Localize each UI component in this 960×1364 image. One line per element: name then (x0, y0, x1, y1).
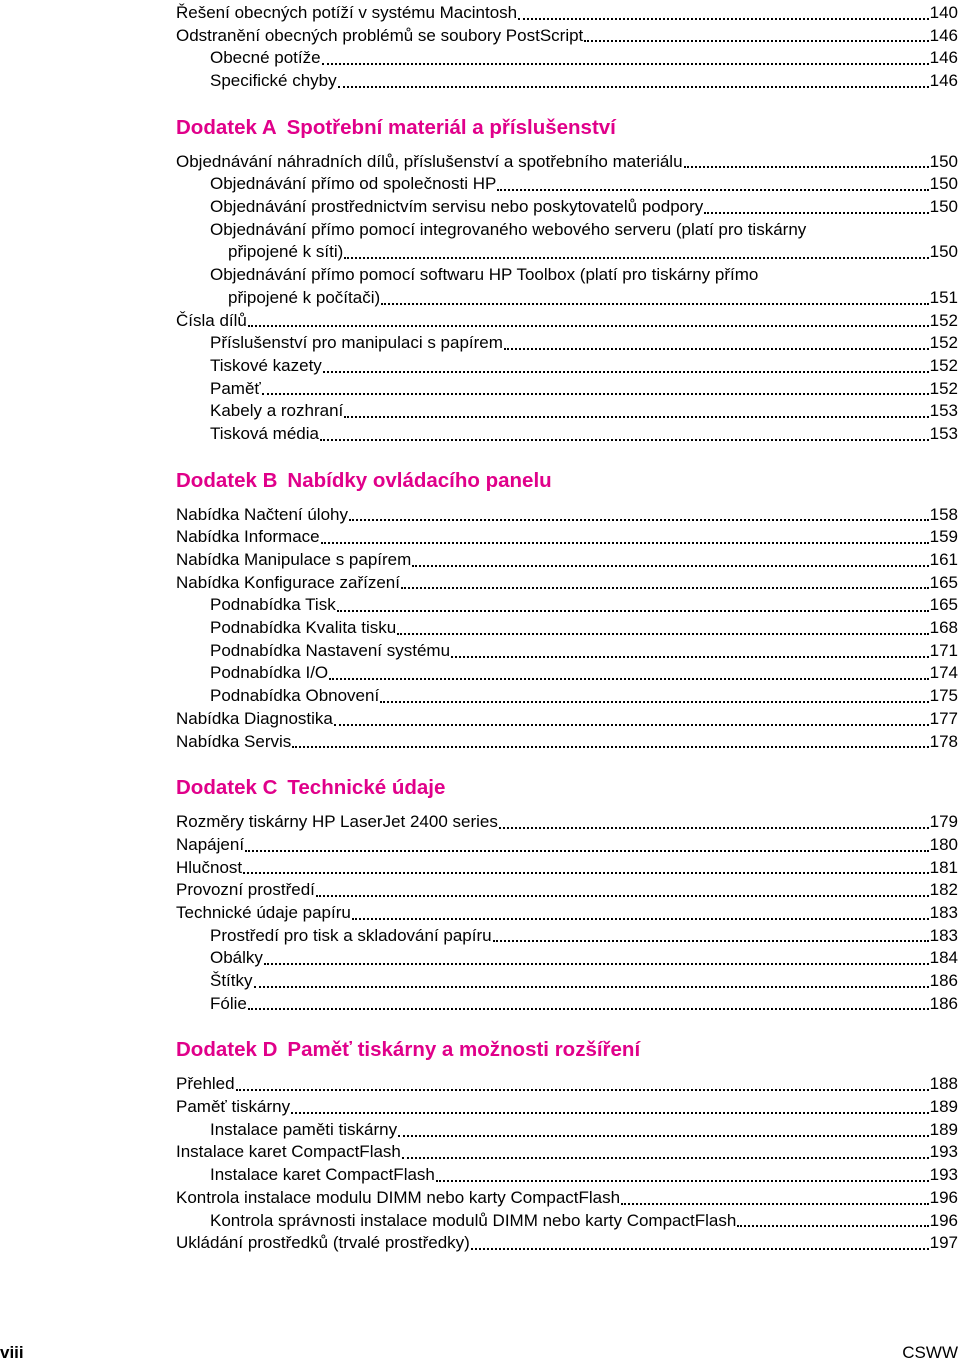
dot-leader (236, 1089, 929, 1091)
toc-entry-line2 (210, 242, 958, 265)
toc-entry-text: Specifické chyby (210, 71, 337, 91)
toc-entry-text: Rozměry tiskárny HP LaserJet 2400 series (176, 812, 498, 832)
toc-entry[interactable] (176, 879, 958, 902)
dot-leader (401, 587, 929, 589)
toc-entry[interactable] (176, 219, 958, 264)
toc-page-number: 150 (929, 174, 958, 194)
toc-page-number: 161 (929, 550, 958, 570)
toc-page-number: 146 (929, 25, 958, 45)
toc-entry-text: Podnabídka Tisk (210, 595, 336, 615)
toc-entry[interactable] (176, 857, 958, 880)
toc-page-number: 193 (929, 1165, 958, 1185)
toc-page-number: 150 (929, 197, 958, 217)
toc-page-number: 186 (929, 993, 958, 1013)
toc-entry-text: Prostředí pro tisk a skladování papíru (210, 925, 492, 945)
dot-leader (704, 212, 928, 214)
toc-page-number: 151 (929, 287, 958, 307)
toc-entry[interactable] (176, 663, 958, 686)
toc-entry[interactable] (176, 310, 958, 333)
toc-page-number: 152 (929, 333, 958, 353)
toc-entry-text: Obecné potíže (210, 48, 321, 68)
toc-page-number: 165 (929, 572, 958, 592)
toc-entry-text: Nabídka Diagnostika (176, 708, 333, 728)
toc-entry-text: Paměť tiskárny (176, 1097, 291, 1117)
toc-entry[interactable] (176, 1232, 958, 1255)
dot-leader (329, 678, 928, 680)
dot-leader (402, 1157, 929, 1159)
dot-leader (254, 986, 929, 988)
toc-entry[interactable] (176, 708, 958, 731)
toc-page-number: 153 (929, 401, 958, 421)
dot-leader (518, 18, 929, 20)
toc-entry-text: Technické údaje papíru (176, 902, 351, 922)
toc-entry[interactable] (176, 332, 958, 355)
dot-leader (499, 827, 929, 829)
appendix-title: Technické údaje (287, 776, 446, 800)
toc-page-number: 150 (929, 151, 958, 171)
toc-entry[interactable] (176, 685, 958, 708)
toc-page-number: 197 (929, 1233, 958, 1253)
toc-entry-text: Instalace karet CompactFlash (176, 1142, 401, 1162)
dot-leader (493, 940, 929, 942)
dot-leader (320, 439, 929, 441)
toc-page-number: 184 (929, 948, 958, 968)
toc-page-number: 158 (929, 504, 958, 524)
dot-leader (316, 895, 929, 897)
toc-entry-text: Provozní prostředí (176, 880, 315, 900)
toc-entry[interactable] (176, 549, 958, 572)
toc-entry[interactable] (176, 811, 958, 834)
toc-page-number: 183 (929, 902, 958, 922)
toc-page-number: 180 (929, 834, 958, 854)
dot-leader (262, 393, 929, 395)
toc-entry-text: Podnabídka I/O (210, 663, 329, 683)
toc-entry[interactable] (176, 970, 958, 993)
toc-entry-text: Kontrola instalace modulu DIMM nebo karty CompactFlash (176, 1187, 621, 1207)
toc-entry-text: Objednávání prostřednictvím servisu nebo poskytovatelů podpory (210, 197, 704, 217)
toc-entry-text: Nabídka Konfigurace zařízení (176, 572, 400, 592)
dot-leader (380, 701, 928, 703)
toc-page-number: 178 (929, 731, 958, 751)
appendix-heading[interactable] (176, 1033, 958, 1067)
toc-entry[interactable] (176, 526, 958, 549)
toc-entry[interactable] (176, 1164, 958, 1187)
footer-page-number: viii (0, 1343, 24, 1362)
toc-entry[interactable] (176, 572, 958, 595)
dot-leader (337, 610, 929, 612)
dot-leader (248, 325, 929, 327)
toc-page-number: 168 (929, 618, 958, 638)
toc-entry[interactable] (176, 1142, 958, 1165)
toc-page-number: 183 (929, 925, 958, 945)
toc-entry-text: Přehled (176, 1074, 235, 1094)
toc-entry-text-line2: připojené k síti) (228, 242, 344, 262)
dot-leader (398, 1135, 929, 1137)
toc-entry-text: Obálky (210, 948, 263, 968)
toc-entry-text: Podnabídka Kvalita tisku (210, 618, 397, 638)
dot-leader (504, 348, 929, 350)
toc-entry-text: Podnabídka Nastavení systému (210, 640, 451, 660)
dot-leader (322, 63, 929, 65)
toc-page-number: 175 (929, 686, 958, 706)
toc-entry-text: Fólie (210, 993, 247, 1013)
dot-leader (243, 872, 928, 874)
toc-entry[interactable] (176, 400, 958, 423)
spacer (176, 1015, 958, 1033)
toc-entry[interactable] (176, 70, 958, 93)
toc-entry[interactable] (176, 834, 958, 857)
toc-entry[interactable] (176, 151, 958, 174)
toc-entry-text: Instalace paměti tiskárny (210, 1119, 398, 1139)
dot-leader (245, 850, 929, 852)
toc-entry-text: Nabídka Servis (176, 731, 292, 751)
toc-entry[interactable] (176, 196, 958, 219)
toc-page-number: 179 (929, 812, 958, 832)
toc-entry[interactable] (176, 25, 958, 48)
toc-entry[interactable] (176, 504, 958, 527)
appendix-letter: Dodatek C (176, 776, 278, 800)
spacer (176, 753, 958, 771)
appendix-heading[interactable] (176, 771, 958, 805)
toc-entry-text: Instalace karet CompactFlash (210, 1165, 435, 1185)
toc-page-number: 153 (929, 423, 958, 443)
toc-entry-text-line1: Objednávání přímo pomocí integrovaného webového serveru (platí pro tiskárny (210, 219, 807, 239)
toc-page-number: 182 (929, 880, 958, 900)
toc-entry[interactable] (176, 594, 958, 617)
toc-entry[interactable] (176, 423, 958, 446)
toc-entry-text: Řešení obecných potíží v systému Macintosh (176, 2, 518, 22)
dot-leader (338, 86, 929, 88)
dot-leader (352, 918, 929, 920)
appendix-heading[interactable] (176, 464, 958, 498)
toc-entry-text: Objednávání náhradních dílů, příslušenství a spotřebního materiálu (176, 151, 683, 171)
dot-leader (344, 257, 928, 259)
toc-page-number: 140 (929, 2, 958, 22)
toc-entry-text: Nabídka Informace (176, 527, 320, 547)
toc-entry-text: Čísla dílů (176, 310, 247, 330)
toc-entry-text: Ukládání prostředků (trvalé prostředky) (176, 1233, 470, 1253)
toc-page-number: 165 (929, 595, 958, 615)
toc-entry[interactable] (176, 617, 958, 640)
toc-entry-text: Kabely a rozhraní (210, 401, 344, 421)
appendix-title: Nabídky ovládacího panelu (287, 468, 552, 492)
toc-entry-line2 (210, 287, 958, 310)
appendix-title: Paměť tiskárny a možnosti rozšíření (287, 1038, 641, 1062)
toc-entry[interactable] (176, 378, 958, 401)
toc-entry[interactable] (176, 902, 958, 925)
toc-entry-text: Kontrola správnosti instalace modulů DIMM nebo karty CompactFlash (210, 1210, 737, 1230)
toc-page-number: 159 (929, 527, 958, 547)
toc-entry-text: Paměť (210, 378, 261, 398)
dot-leader (684, 166, 929, 168)
dot-leader (471, 1248, 929, 1250)
dot-leader (349, 519, 929, 521)
appendix-letter: Dodatek A (176, 115, 277, 139)
dot-leader (381, 303, 928, 305)
toc-entry[interactable] (176, 264, 958, 309)
appendix-letter: Dodatek D (176, 1038, 278, 1062)
toc-page-number: 152 (929, 355, 958, 375)
toc-entry-text: Podnabídka Obnovení (210, 686, 380, 706)
toc-entry-text-line2: připojené k počítači) (228, 287, 381, 307)
dot-leader (264, 963, 929, 965)
toc-page-number: 152 (929, 378, 958, 398)
toc-entry[interactable] (176, 355, 958, 378)
dot-leader (344, 416, 928, 418)
dot-leader (248, 1008, 929, 1010)
toc-page-number: 171 (929, 640, 958, 660)
toc-entry[interactable] (176, 2, 958, 25)
dot-leader (584, 40, 928, 42)
toc-page-number: 146 (929, 71, 958, 91)
toc-page-number: 152 (929, 310, 958, 330)
dot-leader (497, 189, 928, 191)
toc-page-number: 193 (929, 1142, 958, 1162)
toc-page-number: 181 (929, 857, 958, 877)
toc-entry[interactable] (176, 47, 958, 70)
toc-entry-text: Tiskové kazety (210, 355, 322, 375)
toc-entry[interactable] (176, 1187, 958, 1210)
toc-entry-text-line1: Objednávání přímo pomocí softwaru HP Toolbox (platí pro tiskárny přímo (210, 265, 759, 285)
appendix-title: Spotřební materiál a příslušenství (286, 115, 616, 139)
toc-entry[interactable] (176, 1119, 958, 1142)
dot-leader (436, 1180, 929, 1182)
toc-page-number: 196 (929, 1210, 958, 1230)
dot-leader (321, 542, 929, 544)
dot-leader (737, 1225, 928, 1227)
toc-entry-text: Objednávání přímo od společnosti HP (210, 174, 497, 194)
toc-entry-text: Nabídka Manipulace s papírem (176, 550, 412, 570)
toc-entry[interactable] (176, 731, 958, 754)
toc-entry[interactable] (176, 993, 958, 1016)
toc-entry[interactable] (176, 173, 958, 196)
toc-page-number: 189 (929, 1097, 958, 1117)
appendix-heading[interactable] (176, 111, 958, 145)
toc-entry-text: Příslušenství pro manipulaci s papírem (210, 333, 503, 353)
toc-entry-text: Napájení (176, 834, 245, 854)
dot-leader (621, 1203, 929, 1205)
toc-entry-text: Nabídka Načtení úlohy (176, 504, 348, 524)
toc-page-number: 177 (929, 708, 958, 728)
toc-entry[interactable] (176, 1096, 958, 1119)
dot-leader (412, 565, 928, 567)
toc-entry[interactable] (176, 1073, 958, 1096)
spacer (176, 93, 958, 111)
table-of-contents (176, 2, 958, 1255)
toc-entry-text: Odstranění obecných problémů se soubory PostScript (176, 25, 584, 45)
toc-entry-text: Tisková média (210, 423, 319, 443)
toc-page-number: 146 (929, 48, 958, 68)
dot-leader (292, 746, 928, 748)
appendix-letter: Dodatek B (176, 468, 278, 492)
toc-entry[interactable] (176, 925, 958, 948)
dot-leader (397, 633, 928, 635)
toc-page-number: 189 (929, 1119, 958, 1139)
toc-page-number: 150 (929, 242, 958, 262)
toc-page-number: 188 (929, 1074, 958, 1094)
toc-page-number: 196 (929, 1187, 958, 1207)
toc-entry-text: Hlučnost (176, 857, 243, 877)
dot-leader (334, 724, 929, 726)
toc-entry[interactable] (176, 947, 958, 970)
dot-leader (323, 371, 929, 373)
spacer (176, 446, 958, 464)
toc-entry[interactable] (176, 1210, 958, 1233)
dot-leader (451, 656, 929, 658)
toc-page-number: 186 (929, 971, 958, 991)
dot-leader (291, 1112, 929, 1114)
toc-page-number: 174 (929, 663, 958, 683)
footer-label: CSWW (902, 1343, 958, 1362)
toc-entry[interactable] (176, 640, 958, 663)
toc-entry-text: Štítky (210, 971, 253, 991)
